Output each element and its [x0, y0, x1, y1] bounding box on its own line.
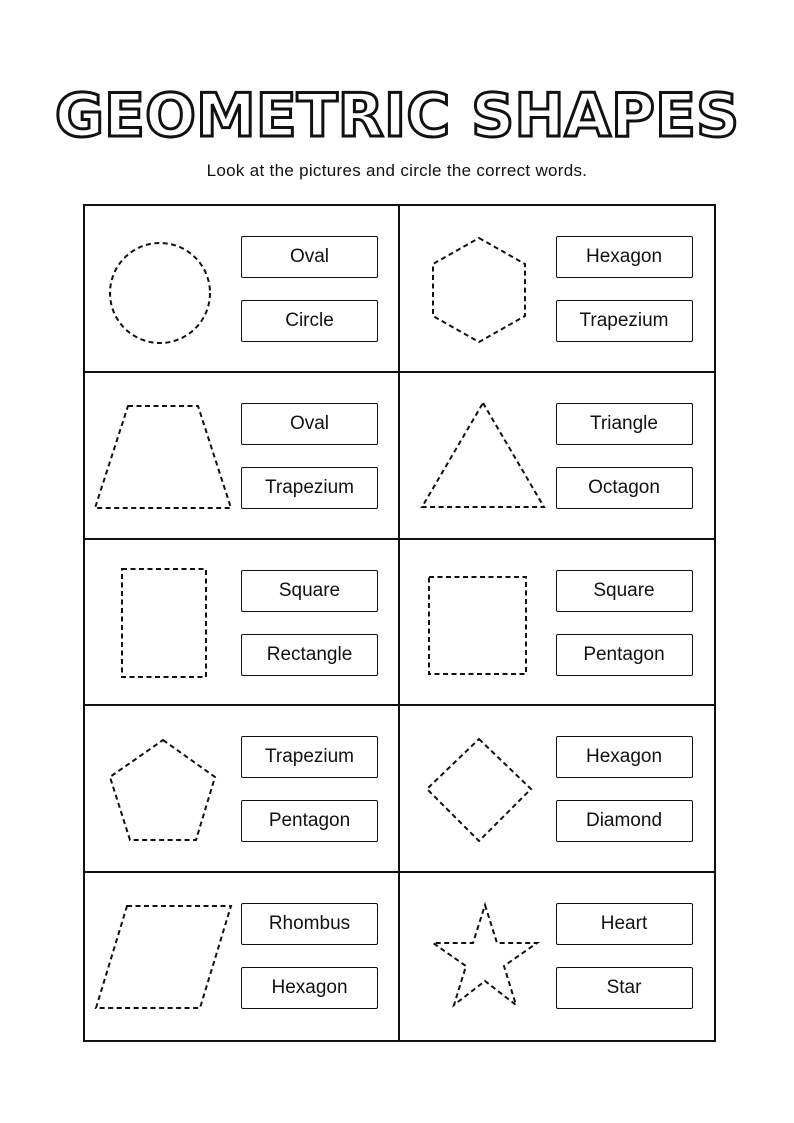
- diamond-shape-icon: [406, 728, 552, 848]
- word-option[interactable]: Heart: [556, 903, 693, 945]
- instructions: Look at the pictures and circle the correct words.: [206, 161, 588, 180]
- square-shape-icon: [406, 562, 552, 682]
- word-option[interactable]: Pentagon: [556, 634, 693, 676]
- word-option[interactable]: Octagon: [556, 467, 693, 509]
- word-option[interactable]: Trapezium: [556, 300, 693, 342]
- shape-cell-rectangle: [85, 540, 400, 707]
- word-option[interactable]: Square: [556, 570, 693, 612]
- word-option[interactable]: Trapezium: [241, 736, 378, 778]
- shape-cell-hexagon: [400, 206, 715, 373]
- rectangle-shape-icon: [91, 562, 237, 682]
- shape-cell-triangle: [400, 373, 715, 540]
- word-option[interactable]: Star: [556, 967, 693, 1009]
- word-option[interactable]: Hexagon: [556, 736, 693, 778]
- word-option[interactable]: Rhombus: [241, 903, 378, 945]
- word-option[interactable]: Diamond: [556, 800, 693, 842]
- word-option[interactable]: Pentagon: [241, 800, 378, 842]
- shape-cell-rhombus: [85, 873, 400, 1040]
- shape-cell-pentagon: [85, 706, 400, 873]
- shape-cell-square: [400, 540, 715, 707]
- page-title: GEOMETRIC SHAPES: [54, 81, 740, 151]
- star-shape-icon: [406, 895, 552, 1015]
- word-option[interactable]: Rectangle: [241, 634, 378, 676]
- shape-cell-trapezium: [85, 373, 400, 540]
- shape-cell-circle: [85, 206, 400, 373]
- shape-cell-diamond: [400, 706, 715, 873]
- hexagon-shape-icon: [406, 228, 552, 348]
- word-option[interactable]: Triangle: [556, 403, 693, 445]
- word-option[interactable]: Oval: [241, 236, 378, 278]
- word-option[interactable]: Circle: [241, 300, 378, 342]
- word-option[interactable]: Trapezium: [241, 467, 378, 509]
- shapes-grid: [83, 204, 716, 1042]
- pentagon-shape-icon: [91, 728, 237, 848]
- circle-shape-icon: [91, 228, 237, 348]
- word-option[interactable]: Hexagon: [556, 236, 693, 278]
- word-option[interactable]: Hexagon: [241, 967, 378, 1009]
- rhombus-shape-icon: [91, 895, 237, 1015]
- triangle-shape-icon: [406, 395, 552, 515]
- trapezium-shape-icon: [91, 395, 237, 515]
- word-option[interactable]: Square: [241, 570, 378, 612]
- shape-cell-star: [400, 873, 715, 1040]
- word-option[interactable]: Oval: [241, 403, 378, 445]
